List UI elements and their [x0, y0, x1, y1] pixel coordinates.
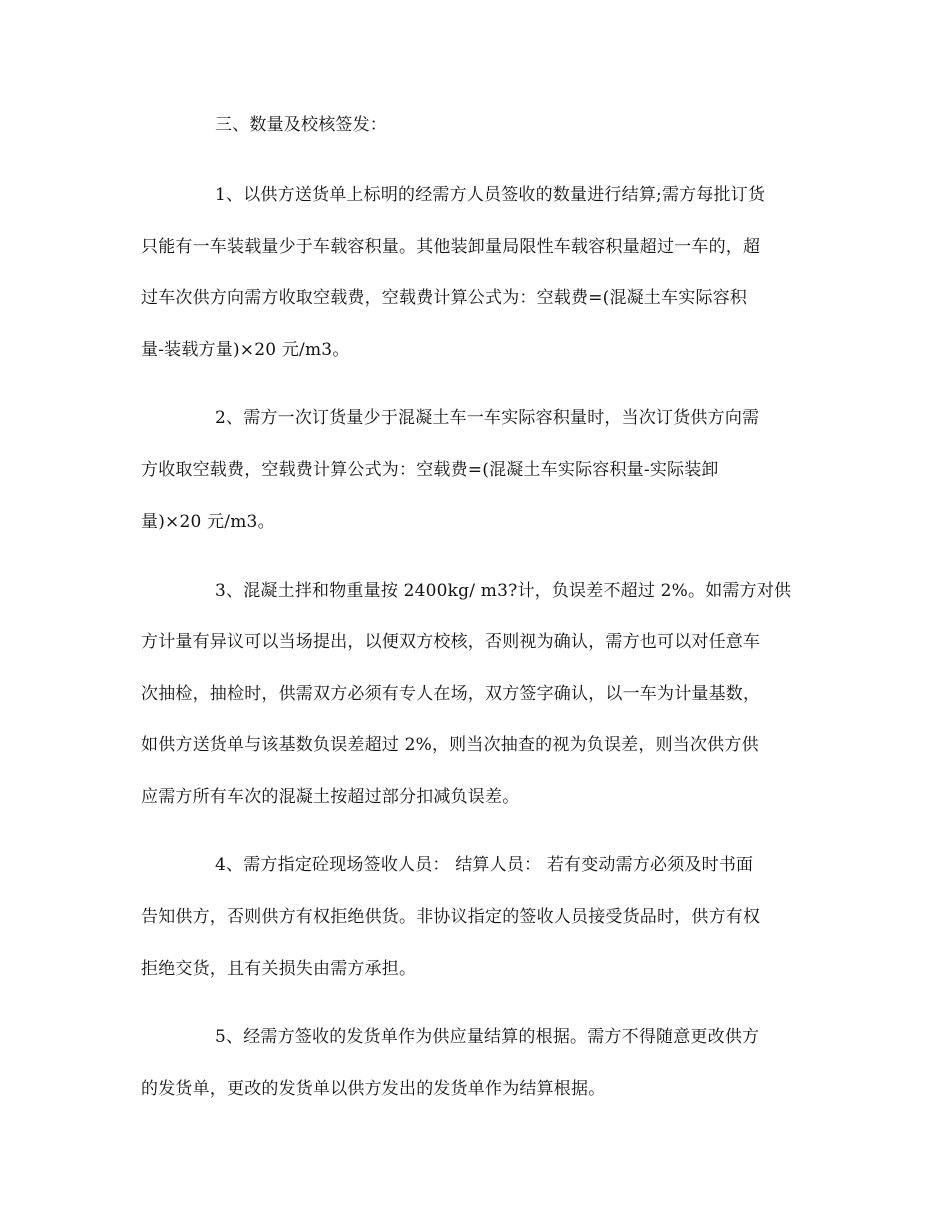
paragraph-line: 1、以供方送货单上标明的经需方人员签收的数量进行结算;需方每批订货 [215, 185, 766, 205]
paragraph-line: 5、经需方签收的发货单作为供应量结算的根据。需方不得随意更改供方 [215, 1027, 760, 1047]
paragraph-line: 方收取空载费，空载费计算公式为：空载费=(混凝土车实际容积量-实际装卸 [141, 460, 719, 480]
paragraph-line: 2、需方一次订货量少于混凝土车一车实际容积量时，当次订货供方向需 [215, 408, 760, 428]
paragraph-line: 量-装载方量)×20 元/m3。 [141, 340, 350, 360]
paragraph-line: 次抽检，抽检时，供需双方必须有专人在场，双方签字确认，以一车为计量基数， [141, 684, 761, 704]
section-heading: 三、数量及校核签发： [215, 115, 387, 135]
paragraph-line: 只能有一车装载量少于车载容积量。其他装卸量局限性车载容积量超过一车的，超 [141, 237, 761, 257]
paragraph-line: 应需方所有车次的混凝土按超过部分扣减负误差。 [141, 787, 520, 807]
paragraph-line: 如供方送货单与该基数负误差超过 2%，则当次抽查的视为负误差，则当次供方供 [141, 735, 759, 755]
paragraph-line: 方计量有异议可以当场提出，以便双方校核，否则视为确认，需方也可以对任意车 [141, 632, 761, 652]
paragraph-line: 过车次供方向需方收取空载费，空载费计算公式为：空载费=(混凝土车实际容积 [141, 288, 748, 308]
paragraph-line: 告知供方，否则供方有权拒绝供货。非协议指定的签收人员接受货品时，供方有权 [141, 907, 761, 927]
paragraph-line: 的发货单，更改的发货单以供方发出的发货单作为结算根据。 [141, 1079, 606, 1099]
paragraph-line: 量)×20 元/m3。 [141, 512, 275, 532]
paragraph-line: 拒绝交货，且有关损失由需方承担。 [141, 959, 417, 979]
paragraph-line: 4、需方指定砼现场签收人员： 结算人员： 若有变动需方必须及时书面 [215, 855, 754, 875]
paragraph-line: 3、混凝土拌和物重量按 2400kg/ m3?计，负误差不超过 2%。如需方对供 [215, 581, 792, 601]
